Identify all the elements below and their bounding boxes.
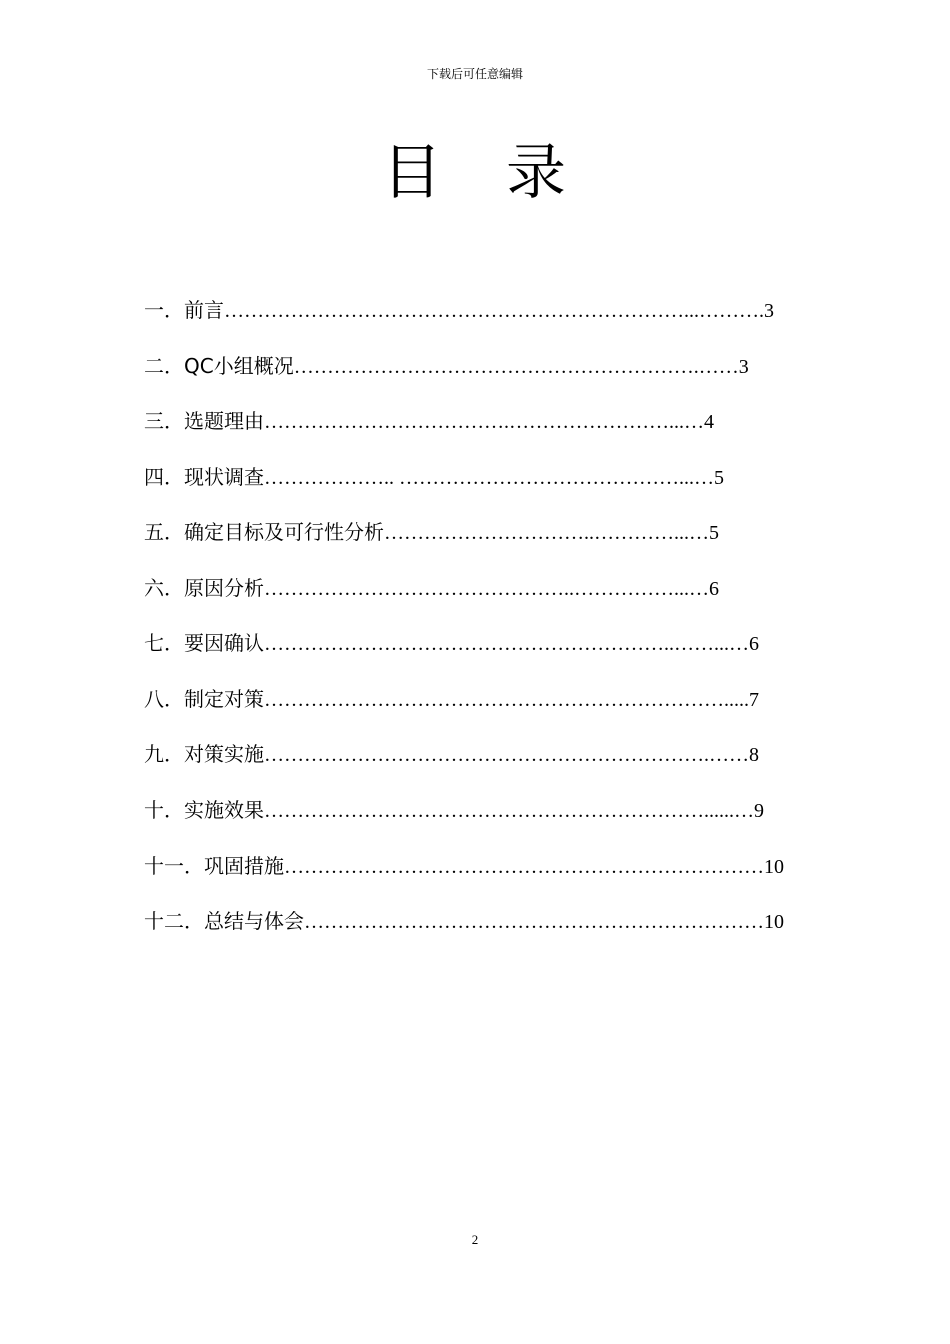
toc-leader: ………………………………………………………….…… (264, 744, 749, 766)
toc-page-number: 3 (738, 356, 749, 378)
toc-label: 八．制定对策 (144, 687, 264, 711)
toc-leader: ……………….. ……………………………………...… (264, 467, 714, 489)
toc-page-number: 6 (709, 578, 719, 600)
toc-page-number: 5 (714, 467, 724, 489)
header-note: 下载后可任意编辑 (426, 67, 523, 81)
toc-leader: …………………………………………………………… (304, 911, 764, 933)
toc-leader: ……………………………….……………………...… (264, 411, 704, 433)
toc-row[interactable] (144, 573, 719, 603)
toc-label: 十．实施效果 (144, 798, 264, 822)
toc-label: 十一．巩固措施 (144, 854, 284, 878)
toc-label: 三．选题理由 (144, 409, 264, 433)
toc-label: 四．现状调查 (144, 465, 264, 489)
toc-leader: ……………………………………………………..……...… (264, 633, 749, 655)
toc-leader: …………………………………………………………......… (264, 800, 754, 822)
toc-label: 七．要因确认 (144, 631, 264, 655)
toc-row[interactable] (144, 795, 764, 825)
toc-label: 五．确定目标及可行性分析 (144, 520, 384, 544)
toc-leader: ……………………………………………………………..... (264, 689, 749, 711)
toc-leader: ………………………………………..……………...… (264, 578, 709, 600)
toc-row[interactable] (144, 351, 749, 381)
toc-row[interactable] (144, 406, 714, 436)
toc-row[interactable] (144, 517, 719, 547)
page-title: 目 录 (382, 138, 568, 208)
toc-row[interactable] (144, 906, 784, 936)
toc-leader: ……………………………………………………………...………. (224, 300, 764, 322)
toc-row[interactable] (144, 739, 759, 769)
toc-page-number: 7 (749, 689, 759, 711)
toc-label: 二．QC小组概况 (144, 354, 294, 378)
toc-row[interactable] (144, 684, 759, 714)
toc-page-number: 5 (709, 522, 719, 544)
toc-label: 一．前言 (144, 298, 224, 322)
toc-row[interactable] (144, 628, 759, 658)
toc-page-number: 4 (704, 411, 714, 433)
toc-label: 九．对策实施 (144, 742, 264, 766)
toc-row[interactable] (144, 851, 784, 881)
toc-leader: …………………………..…………...… (384, 522, 709, 544)
toc-label: 十二．总结与体会 (144, 909, 304, 933)
toc-row[interactable] (144, 295, 774, 325)
toc-leader: …………………………………………………….…… (293, 356, 739, 378)
toc-leader: ……………………………………………………………… (284, 856, 764, 878)
toc-page-number: 10 (764, 911, 784, 933)
toc-page-number: 3 (764, 300, 774, 322)
toc-page-number: 8 (749, 744, 759, 766)
toc-page-number: 6 (749, 633, 759, 655)
toc-label: 六．原因分析 (144, 576, 264, 600)
toc-page-number: 9 (754, 800, 764, 822)
toc-row[interactable] (144, 462, 724, 492)
page-number: 2 (471, 1232, 479, 1247)
toc-page-number: 10 (764, 856, 784, 878)
